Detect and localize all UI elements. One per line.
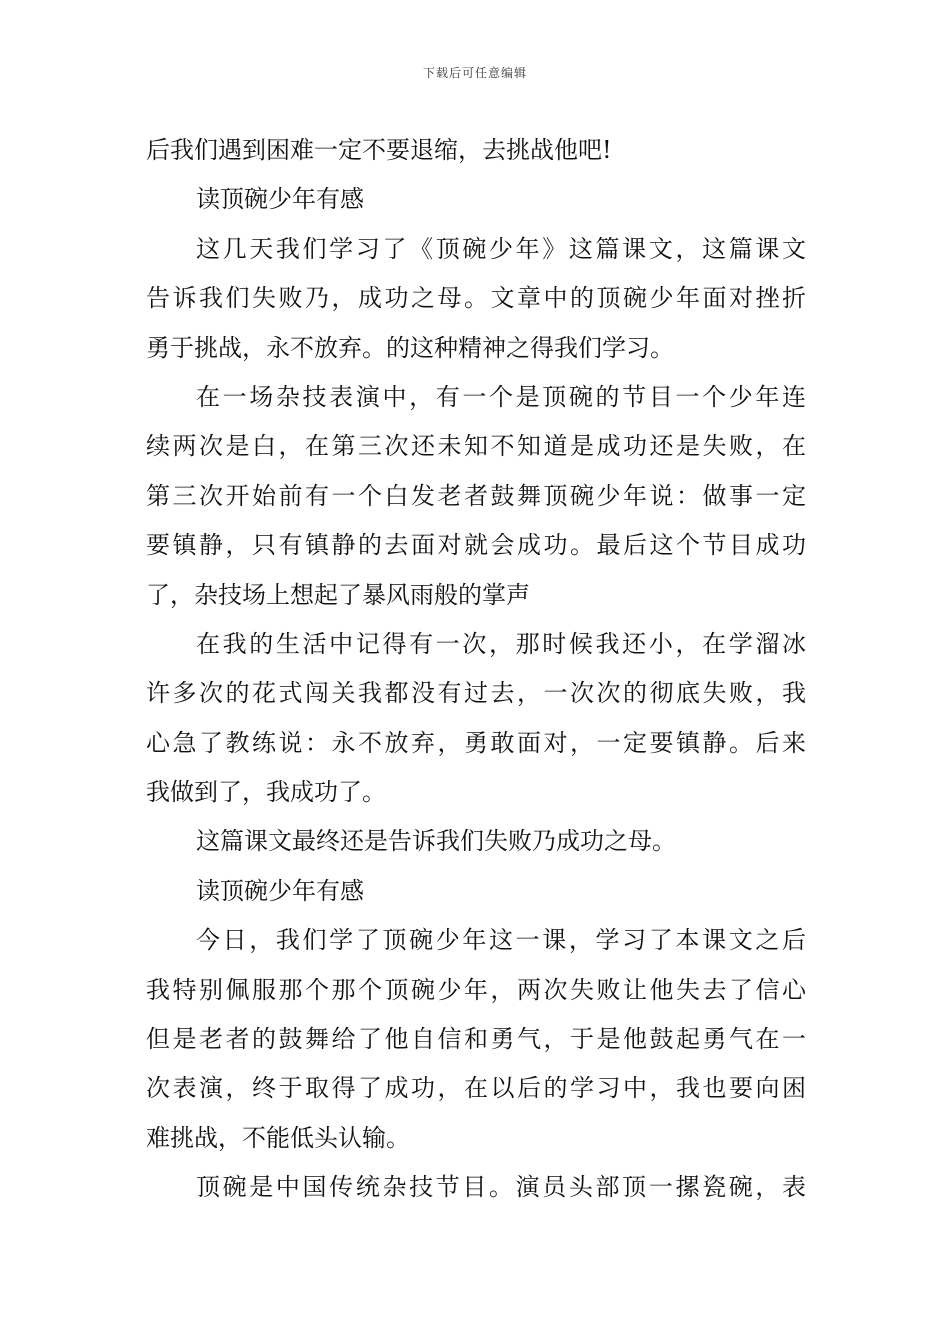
text-line: 次表演，终于取得了成功，在以后的学习中，我也要向困	[146, 1074, 806, 1103]
text-line: 告诉我们失败乃，成功之母。文章中的顶碗少年面对挫折	[146, 284, 806, 313]
text-line: 心急了教练说：永不放弃，勇敢面对，一定要镇静。后来	[146, 728, 806, 757]
text-line: 难挑战，不能低头认输。	[146, 1123, 410, 1152]
body-text	[146, 126, 806, 1213]
text-line: 在我的生活中记得有一次，那时候我还小，在学溜冰	[196, 629, 806, 658]
text-line: 今日，我们学了顶碗少年这一课，学习了本课文之后	[196, 926, 806, 955]
text-line: 在一场杂技表演中，有一个是顶碗的节目一个少年连	[196, 382, 806, 411]
text-line: 但是老者的鼓舞给了他自信和勇气，于是他鼓起勇气在一	[146, 1025, 806, 1054]
page-header: 下载后可任意编辑	[422, 66, 527, 80]
text-line: 许多次的花式闯关我都没有过去，一次次的彻底失败，我	[146, 679, 806, 708]
text-line: 续两次是白，在第三次还未知不知道是成功还是失败，在	[146, 432, 806, 461]
text-line: 要镇静，只有镇静的去面对就会成功。最后这个节目成功	[146, 531, 806, 560]
text-line: 这几天我们学习了《顶碗少年》这篇课文，这篇课文	[196, 234, 806, 263]
text-line: 后我们遇到困难一定不要退缩，去挑战他吧!	[146, 136, 612, 164]
text-line: 我特别佩服那个那个顶碗少年，两次失败让他失去了信心	[146, 975, 806, 1004]
text-line: 了，杂技场上想起了暴风雨般的掌声	[146, 580, 530, 609]
text-line: 这篇课文最终还是告诉我们失败乃成功之母。	[196, 827, 676, 856]
text-line: 读顶碗少年有感	[196, 876, 364, 905]
text-line: 我做到了，我成功了。	[146, 778, 386, 807]
text-line: 勇于挑战，永不放弃。的这种精神之得我们学习。	[146, 333, 674, 362]
text-line: 第三次开始前有一个白发老者鼓舞顶碗少年说：做事一定	[146, 481, 806, 510]
text-line: 读顶碗少年有感	[196, 185, 364, 214]
text-line: 顶碗是中国传统杂技节目。演员头部顶一摞瓷碗，表	[196, 1173, 806, 1202]
